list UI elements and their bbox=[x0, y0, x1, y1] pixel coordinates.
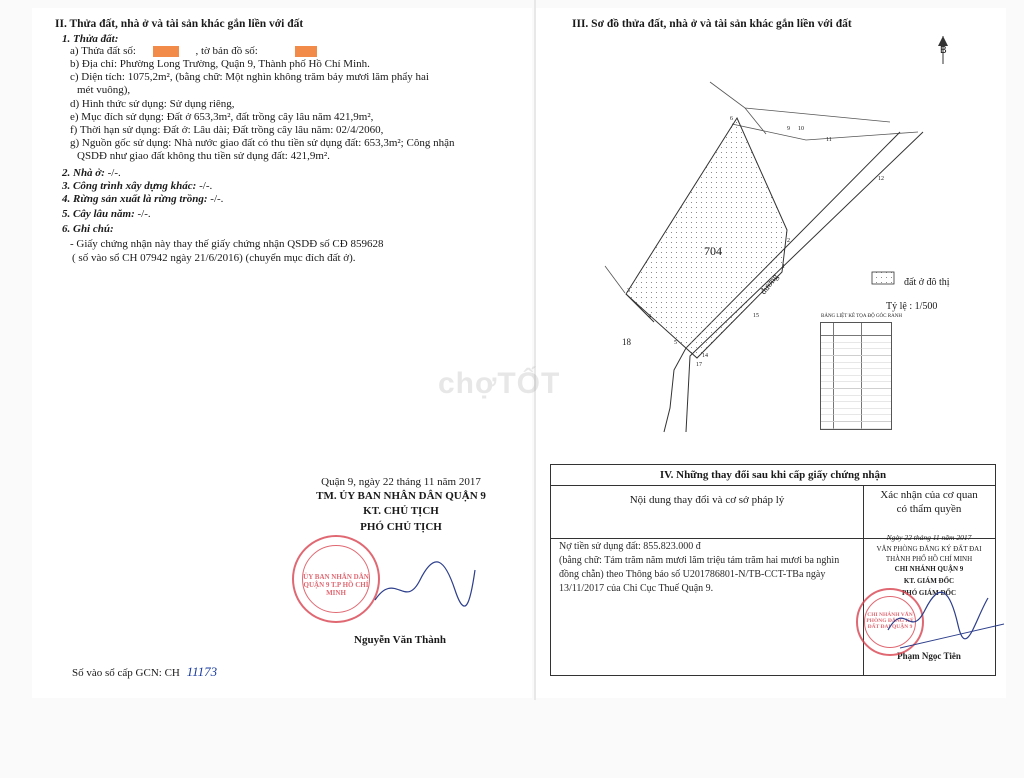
vertex-label: 14 bbox=[702, 353, 708, 359]
land-office-signature-icon bbox=[880, 570, 1005, 650]
register-number: 11173 bbox=[186, 664, 218, 679]
district-stamp bbox=[292, 535, 380, 623]
vertex-label: 17 bbox=[696, 362, 702, 368]
neighbor-boundary-2 bbox=[745, 108, 766, 134]
other-construction-label: 3. Công trình xây dựng khác: bbox=[62, 180, 197, 192]
vertex-label: 3 bbox=[627, 288, 630, 294]
district-signer-name: Nguyễn Văn Thành bbox=[354, 634, 446, 646]
section-2-heading: II. Thửa đất, nhà ở và tài sản khác gắn liền với đất bbox=[55, 18, 304, 30]
changes-col-confirm-label-2: có thẩm quyền bbox=[896, 503, 962, 515]
parcel-704-shape bbox=[626, 118, 787, 358]
area-line: c) Diện tích: 1075,2m², (bằng chữ: Một nghìn không trăm bảy mươi lăm phẩy hai bbox=[70, 71, 429, 83]
vertex-label: 6 bbox=[730, 116, 733, 122]
usage-purpose-line: e) Mục đích sử dụng: Đất ở 653,3m², đất trồng cây lâu năm 421,9m², bbox=[70, 111, 374, 123]
confirm-org-3: CHI NHÁNH QUẬN 9 bbox=[894, 565, 964, 573]
signing-org: TM. ỦY BAN NHÂN DÂN QUẬN 9 bbox=[316, 490, 486, 502]
neighbor-boundary-3 bbox=[605, 266, 625, 293]
house-value: -/-. bbox=[104, 167, 121, 179]
chotot-watermark: chợTỐT bbox=[438, 367, 561, 400]
other-construction-value: -/-. bbox=[196, 180, 213, 192]
confirm-date: Ngày 22 tháng 11 năm 2017 bbox=[886, 533, 972, 542]
change-line-1: Nợ tiền sử dụng đất: 855.823.000 đ bbox=[559, 541, 701, 552]
confirm-org-2: THÀNH PHỐ HỒ CHÍ MINH bbox=[885, 555, 973, 563]
forest-line bbox=[62, 193, 223, 205]
confirm-role: PHÓ GIÁM ĐỐC bbox=[901, 589, 957, 597]
change-line-4: 13/11/2017 của Chi Cục Thuế Quận 9. bbox=[559, 583, 714, 594]
note-line-1: - Giấy chứng nhận này thay thế giấy chứng nhận QSDĐ số CĐ 859628 bbox=[70, 238, 384, 250]
legend-label: đất ở đô thị bbox=[904, 277, 950, 288]
register-label: Số vào sổ cấp GCN: CH bbox=[72, 667, 180, 679]
forest-label: 4. Rừng sản xuất là rừng trồng: bbox=[62, 193, 208, 205]
other-construction-line bbox=[62, 180, 212, 192]
area-line-cont: mét vuông), bbox=[77, 84, 131, 96]
confirm-org-1: VĂN PHÒNG ĐĂNG KÝ ĐẤT ĐAI bbox=[876, 545, 982, 553]
perennial-value: -/-. bbox=[134, 208, 151, 220]
changes-content-cell bbox=[551, 539, 864, 675]
parcel-diagram bbox=[560, 36, 1000, 456]
section-3-heading: III. Sơ đồ thửa đất, nhà ở và tài sản khác gắn liền với đất bbox=[572, 18, 852, 30]
perennial-label: 5. Cây lâu năm: bbox=[62, 208, 135, 220]
legend-swatch bbox=[872, 272, 894, 284]
changes-table-title: IV. Những thay đổi sau khi cấp giấy chứng nhận bbox=[551, 465, 995, 486]
district-stamp-text: ỦY BAN NHÂN DÂN QUẬN 9 T.P HỒ CHÍ MINH bbox=[303, 573, 369, 597]
change-line-2: (bằng chữ: Tám trăm năm mươi lăm triệu tám trăm hai mươi ba nghìn bbox=[559, 555, 840, 566]
change-line-3: đồng chẵn) theo Thông báo số U201786801-N/TB-CCT-TBa ngày bbox=[559, 569, 826, 580]
district-signature-icon bbox=[370, 550, 480, 620]
redacted-parcel-number bbox=[153, 46, 179, 57]
origin-line-cont: QSDĐ như giao đất không thu tiền sử dụng đất: 421,9m². bbox=[77, 150, 330, 162]
signing-role: PHÓ CHỦ TỊCH bbox=[360, 521, 442, 533]
vertex-label: 10 bbox=[798, 126, 804, 132]
road-label: đường bbox=[758, 271, 781, 297]
land-office-stamp-text: CHI NHÁNH VĂN PHÒNG ĐĂNG KÝ ĐẤT ĐAI QUẬN 9 bbox=[866, 612, 914, 630]
neighbor-parcel-18: 18 bbox=[622, 337, 631, 347]
parcel-number-label-diagram: 704 bbox=[704, 244, 722, 258]
confirm-kt: KT. GIÁM ĐỐC bbox=[903, 577, 955, 585]
redacted-map-sheet bbox=[295, 46, 317, 57]
vertex-label: 12 bbox=[878, 176, 884, 182]
usage-form-line: d) Hình thức sử dụng: Sử dụng riêng, bbox=[70, 98, 235, 110]
parcel-heading: 1. Thửa đất: bbox=[62, 33, 119, 45]
changes-col-content bbox=[551, 486, 864, 538]
vertex-label: 1 bbox=[782, 264, 785, 270]
usage-term-line: f) Thời hạn sử dụng: Đất ở: Lâu dài; Đất trồng cây lâu năm: 02/4/2060, bbox=[70, 124, 384, 136]
parcel-number-label: a) Thửa đất số: bbox=[70, 45, 136, 57]
vertex-label: 11 bbox=[826, 137, 832, 143]
changes-col-content-label: Nội dung thay đổi và cơ sở pháp lý bbox=[629, 494, 785, 506]
perennial-line bbox=[62, 208, 151, 220]
vertex-label: 2 bbox=[787, 238, 790, 244]
changes-col-confirm-label-1: Xác nhận của cơ quan bbox=[880, 489, 978, 501]
coordinate-table bbox=[820, 314, 902, 430]
note-line-2: ( số vào sổ CH 07942 ngày 21/6/2016) (chuyển mục đích đất ở). bbox=[72, 252, 356, 264]
vertex-label: 4 bbox=[648, 314, 651, 320]
house-line bbox=[62, 167, 121, 179]
vertex-label: 15 bbox=[753, 313, 759, 319]
signing-date: Quận 9, ngày 22 tháng 11 năm 2017 bbox=[321, 476, 481, 488]
origin-line: g) Nguồn gốc sử dụng: Nhà nước giao đất có thu tiền sử dụng đất: 653,3m²; Công nhận bbox=[70, 137, 455, 149]
parcel-number-line bbox=[70, 45, 317, 57]
address-line: b) Địa chỉ: Phường Long Trường, Quận 9, Thành phố Hồ Chí Minh. bbox=[70, 58, 370, 70]
map-sheet-label: , tờ bản đồ số: bbox=[195, 45, 258, 57]
vertex-label: 9 bbox=[787, 126, 790, 132]
notes-heading: 6. Ghi chú: bbox=[62, 223, 114, 235]
signing-kt: KT. CHỦ TỊCH bbox=[363, 505, 439, 517]
forest-value: -/-. bbox=[207, 193, 224, 205]
changes-col-confirm bbox=[864, 486, 994, 538]
north-label: B bbox=[940, 45, 947, 56]
neighbor-boundary bbox=[710, 82, 890, 122]
vertex-label: 5 bbox=[674, 340, 677, 346]
confirm-signer: Phạm Ngọc Tiên bbox=[897, 651, 961, 661]
coordinate-table-title: BẢNG LIỆT KÊ TỌA ĐỘ GÓC RANH bbox=[821, 314, 902, 319]
scale-label: Tỷ lệ : 1/500 bbox=[886, 301, 938, 312]
house-label: 2. Nhà ở: bbox=[62, 167, 105, 179]
register-line bbox=[72, 664, 217, 680]
